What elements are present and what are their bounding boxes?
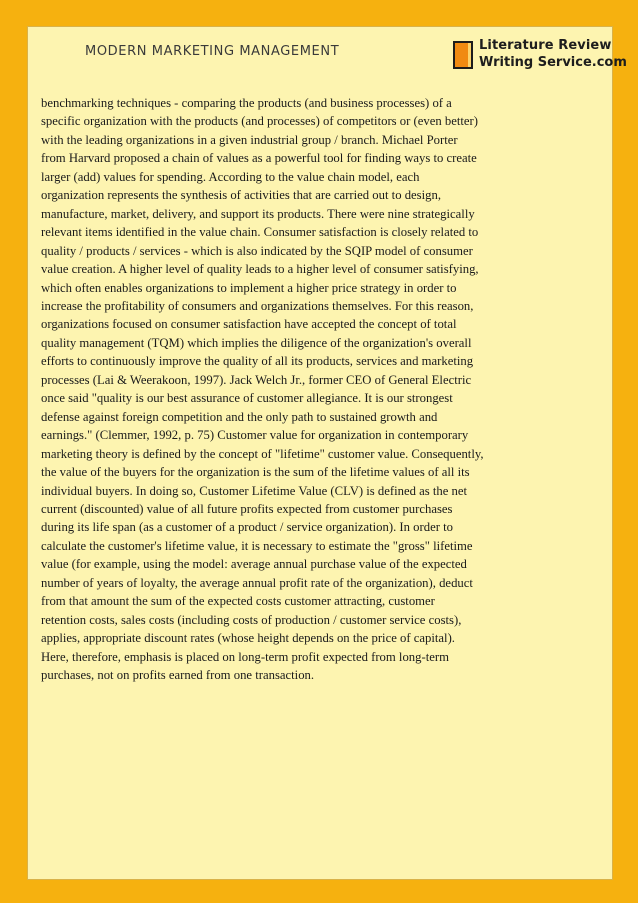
logo-line-2: Writing Service.com	[479, 55, 627, 70]
text-line: number of years of loyalty, the average annual profit rate of the organization), deduct	[41, 575, 473, 590]
text-line: value (for example, using the model: average annual purchase value of the expected	[41, 557, 467, 572]
text-line: individual buyers. In doing so, Customer Lifetime Value (CLV) is defined as the net	[41, 483, 468, 498]
text-line: with the leading organizations in a given industrial group / branch. Michael Porter	[41, 132, 458, 147]
text-line: which often enables organizations to implement a higher price strategy in order to	[41, 280, 457, 295]
text-line: retention costs, sales costs (including costs of production / customer service costs),	[41, 612, 462, 627]
text-line: relevant items identified in the value chain. Consumer satisfaction is closely related to	[41, 225, 479, 240]
body-paragraph	[41, 94, 601, 685]
logo	[452, 38, 627, 72]
text-line: once said "quality is our best assurance of customer allegiance. It is our strongest	[41, 391, 453, 406]
text-line: Here, therefore, emphasis is placed on long-term profit expected from long-term	[41, 649, 449, 664]
text-line: during its life span (as a customer of a product / service organization). In order to	[41, 520, 453, 535]
logo-line-1: Literature Review	[479, 38, 612, 53]
text-line: the value of the buyers for the organization is the sum of the lifetime values of all its	[41, 465, 470, 480]
text-line: manufacture, market, delivery, and support its products. There were nine strategically	[41, 206, 475, 221]
text-line: from Harvard proposed a chain of values as a powerful tool for finding ways to create	[41, 151, 477, 166]
text-line: earnings." (Clemmer, 1992, p. 75) Customer value for organization in contemporary	[41, 428, 469, 443]
text-line: organizations focused on consumer satisfaction have accepted the concept of total	[41, 317, 457, 332]
text-line: organization represents the synthesis of activities that are carried out to design,	[41, 188, 442, 203]
text-line: marketing theory is defined by the concept of "lifetime" customer value. Consequently,	[41, 446, 484, 461]
text-line: defense against foreign competition and the only path to sustained growth and	[41, 409, 438, 424]
text-line: current (discounted) value of all future profits expected from customer purchases	[41, 501, 453, 516]
text-line: efforts to continuously improve the quality of all its products, services and marketing	[41, 354, 474, 369]
text-line: quality management (TQM) which implies the diligence of the organization's overall	[41, 335, 472, 350]
text-line: calculate the customer's lifetime value, it is necessary to estimate the "gross" lifetime	[41, 538, 473, 553]
text-line: increase the profitability of consumers and organizations themselves. For this reason,	[41, 298, 474, 313]
text-line: purchases, not on profits earned from one transaction.	[41, 668, 315, 683]
text-line: specific organization with the products (and processes) of competitors or (even better)	[41, 114, 478, 129]
text-line: from that amount the sum of the expected costs customer attracting, customer	[41, 594, 435, 609]
book-icon	[452, 40, 474, 70]
text-line: value creation. A higher level of quality leads to a higher level of consumer satisfying,	[41, 262, 479, 277]
text-line: processes (Lai & Weerakoon, 1997). Jack Welch Jr., former CEO of General Electric	[41, 372, 472, 387]
text-line: applies, appropriate discount rates (whose height depends on the price of capital).	[41, 631, 455, 646]
text-line: benchmarking techniques - comparing the products (and business processes) of a	[41, 96, 452, 110]
header-title: MODERN MARKETING MANAGEMENT	[85, 44, 340, 59]
text-line: quality / products / services - which is also indicated by the SQIP model of consumer	[41, 243, 473, 258]
text-line: larger (add) values for spending. According to the value chain model, each	[41, 169, 420, 184]
